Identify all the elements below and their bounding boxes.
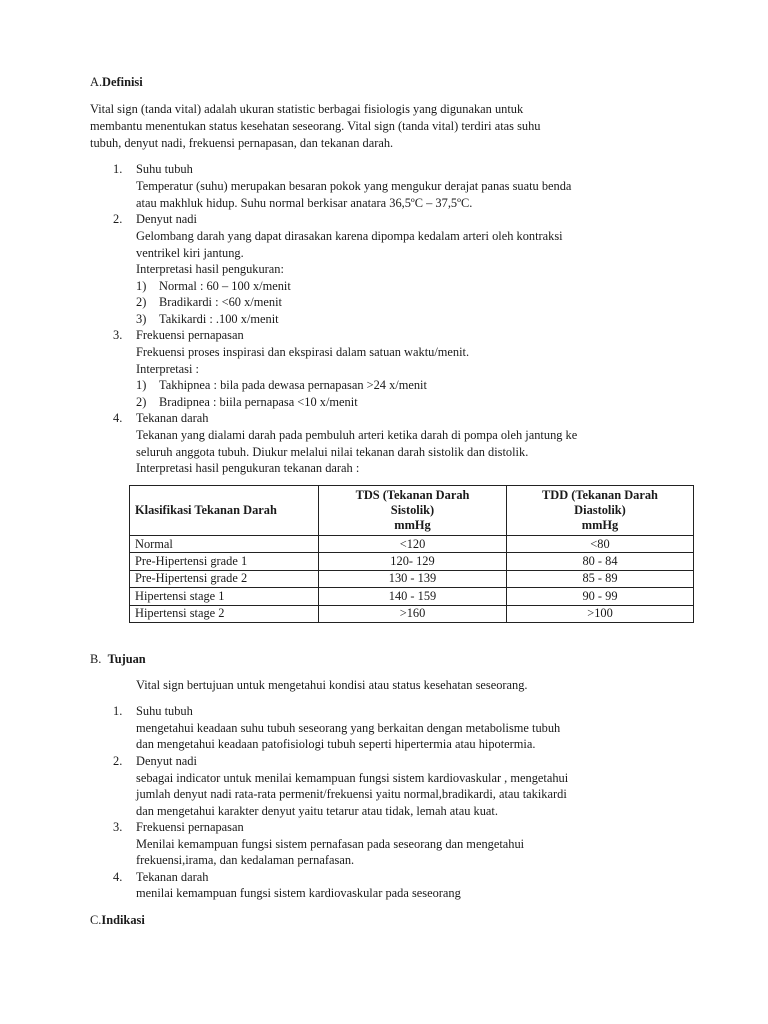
row-5-tdd: >100 <box>507 605 694 622</box>
b-item-1-number: 1. <box>113 704 123 718</box>
section-a-title: Definisi <box>102 75 143 89</box>
section-b-title: Tujuan <box>107 652 146 666</box>
a-item-3-line-2: Interpretasi : <box>136 362 199 376</box>
b-item-2-number: 2. <box>113 754 123 768</box>
row-5-class: Hipertensi stage 2 <box>130 605 319 622</box>
a-item-2-sub-2-number: 2) <box>136 295 147 309</box>
a-item-2-title: Denyut nadi <box>136 212 197 226</box>
a-item-2-line-3: Interpretasi hasil pengukuran: <box>136 262 284 276</box>
intro-line-1: Vital sign (tanda vital) adalah ukuran statistic berbagai fisiologis yang digunakan untuk <box>90 102 524 116</box>
header-classification <box>130 486 319 536</box>
row-3-tds: 130 - 139 <box>319 570 507 587</box>
a-item-2-sub-3-text: Takikardi : .100 x/menit <box>159 312 279 326</box>
row-1-tds: <120 <box>319 536 507 553</box>
header-tdd-line-1: TDD (Tekanan Darah <box>542 488 658 502</box>
section-a-letter: A. <box>90 75 103 89</box>
b-item-3-line-2: frekuensi,irama, dan kedalaman pernafasan. <box>136 853 355 867</box>
section-c-letter: C. <box>90 913 102 927</box>
a-item-3-sub-2-text: Bradipnea : biila pernapasa <10 x/menit <box>159 395 358 409</box>
b-item-3-number: 3. <box>113 820 123 834</box>
section-a-heading <box>90 74 143 91</box>
section-c-heading <box>90 912 145 929</box>
row-4-tdd: 90 - 99 <box>507 588 694 605</box>
b-item-2-line-3: dan mengetahui karakter denyut yaitu tetarur atau tidak, lemah atau kuat. <box>136 804 498 818</box>
b-item-3-title: Frekuensi pernapasan <box>136 820 244 834</box>
a-item-3-sub-1-number: 1) <box>136 378 147 392</box>
header-tds-line-2: Sistolik) <box>390 503 435 517</box>
a-item-2-line-1: Gelombang darah yang dapat dirasakan karena dipompa kedalam arteri oleh kontraksi <box>136 229 563 243</box>
a-item-3-sub-1-text: Takhipnea : bila pada dewasa pernapasan >24 x/menit <box>159 378 427 392</box>
a-item-1-title: Suhu tubuh <box>136 162 193 176</box>
row-2-tdd: 80 - 84 <box>507 553 694 570</box>
table-row <box>130 570 694 587</box>
header-tds-line-1: TDS (Tekanan Darah <box>355 488 470 502</box>
header-tds <box>319 486 507 536</box>
section-c-title: Indikasi <box>101 913 145 927</box>
section-b-heading <box>90 651 146 668</box>
b-item-2-line-2: jumlah denyut nadi rata-rata permenit/frekuensi yaitu normal,bradikardi, atau takikardi <box>136 787 567 801</box>
row-4-tds: 140 - 159 <box>319 588 507 605</box>
header-tds-line-3: mmHg <box>394 518 431 532</box>
b-item-2-title: Denyut nadi <box>136 754 197 768</box>
a-item-2-sub-1-text: Normal : 60 – 100 x/menit <box>159 279 291 293</box>
a-item-2-number: 2. <box>113 212 123 226</box>
row-3-tdd: 85 - 89 <box>507 570 694 587</box>
b-item-1-line-1: mengetahui keadaan suhu tubuh seseorang yang berkaitan dengan metabolisme tubuh <box>136 721 561 735</box>
intro-line-2: membantu menentukan status kesehatan seseorang. Vital sign (tanda vital) terdiri atas suhu <box>90 119 541 133</box>
intro-line-3: tubuh, denyut nadi, frekuensi pernapasan, dan tekanan darah. <box>90 136 394 150</box>
b-item-2-line-1: sebagai indicator untuk menilai kemampuan fungsi sistem kardiovaskular , mengetahui <box>136 771 569 785</box>
bp-classification-table <box>129 485 694 623</box>
a-item-3-sub-2-number: 2) <box>136 395 147 409</box>
row-5-tds: >160 <box>319 605 507 622</box>
row-2-class: Pre-Hipertensi grade 1 <box>130 553 319 570</box>
table-row <box>130 553 694 570</box>
a-item-3-number: 3. <box>113 328 123 342</box>
header-tdd-line-3: mmHg <box>581 518 619 532</box>
row-1-tdd: <80 <box>507 536 694 553</box>
header-tdd-line-2: Diastolik) <box>574 503 626 517</box>
b-item-4-line-1: menilai kemampuan fungsi sistem kardiovaskular pada seseorang <box>136 886 461 900</box>
row-3-class: Pre-Hipertensi grade 2 <box>130 570 319 587</box>
header-tdd <box>507 486 694 536</box>
a-item-4-number: 4. <box>113 411 123 425</box>
a-item-2-line-2: ventrikel kiri jantung. <box>136 246 244 260</box>
row-1-class: Normal <box>130 536 319 553</box>
header-classification-text: Klasifikasi Tekanan Darah <box>135 503 277 517</box>
b-item-4-title: Tekanan darah <box>136 870 209 884</box>
b-item-4-number: 4. <box>113 870 123 884</box>
a-item-4-line-3: Interpretasi hasil pengukuran tekanan darah : <box>136 461 360 475</box>
a-item-2-sub-1-number: 1) <box>136 279 147 293</box>
b-item-1-line-2: dan mengetahui keadaan patofisiologi tubuh seperti hipertermia atau hipotermia. <box>136 737 536 751</box>
a-item-1-number: 1. <box>113 162 123 176</box>
table-row <box>130 536 694 553</box>
a-item-2-sub-2-text: Bradikardi : <60 x/menit <box>159 295 282 309</box>
row-4-class: Hipertensi stage 1 <box>130 588 319 605</box>
section-b-letter: B. <box>90 652 102 666</box>
table-row <box>130 588 694 605</box>
section-b-intro: Vital sign bertujuan untuk mengetahui kondisi atau status kesehatan seseorang. <box>136 678 528 692</box>
b-item-3-line-1: Menilai kemampuan fungsi sistem pernafasan pada seseorang dan mengetahui <box>136 837 525 851</box>
row-2-tds: 120- 129 <box>319 553 507 570</box>
a-item-1-line-1: Temperatur (suhu) merupakan besaran pokok yang mengukur derajat panas suatu benda <box>136 179 572 193</box>
a-item-4-title: Tekanan darah <box>136 411 209 425</box>
a-item-4-line-2: seluruh anggota tubuh. Diukur melalui nilai tekanan darah sistolik dan distolik. <box>136 445 529 459</box>
a-item-2-sub-3-number: 3) <box>136 312 147 326</box>
table-header-row <box>130 486 694 536</box>
a-item-1-line-2: atau makhluk hidup. Suhu normal berkisar anatara 36,5ºC – 37,5ºC. <box>136 196 473 210</box>
a-item-3-title: Frekuensi pernapasan <box>136 328 244 342</box>
table-row <box>130 605 694 622</box>
a-item-3-line-1: Frekuensi proses inspirasi dan ekspirasi dalam satuan waktu/menit. <box>136 345 470 359</box>
b-item-1-title: Suhu tubuh <box>136 704 193 718</box>
a-item-4-line-1: Tekanan yang dialami darah pada pembuluh arteri ketika darah di pompa oleh jantung ke <box>136 428 578 442</box>
